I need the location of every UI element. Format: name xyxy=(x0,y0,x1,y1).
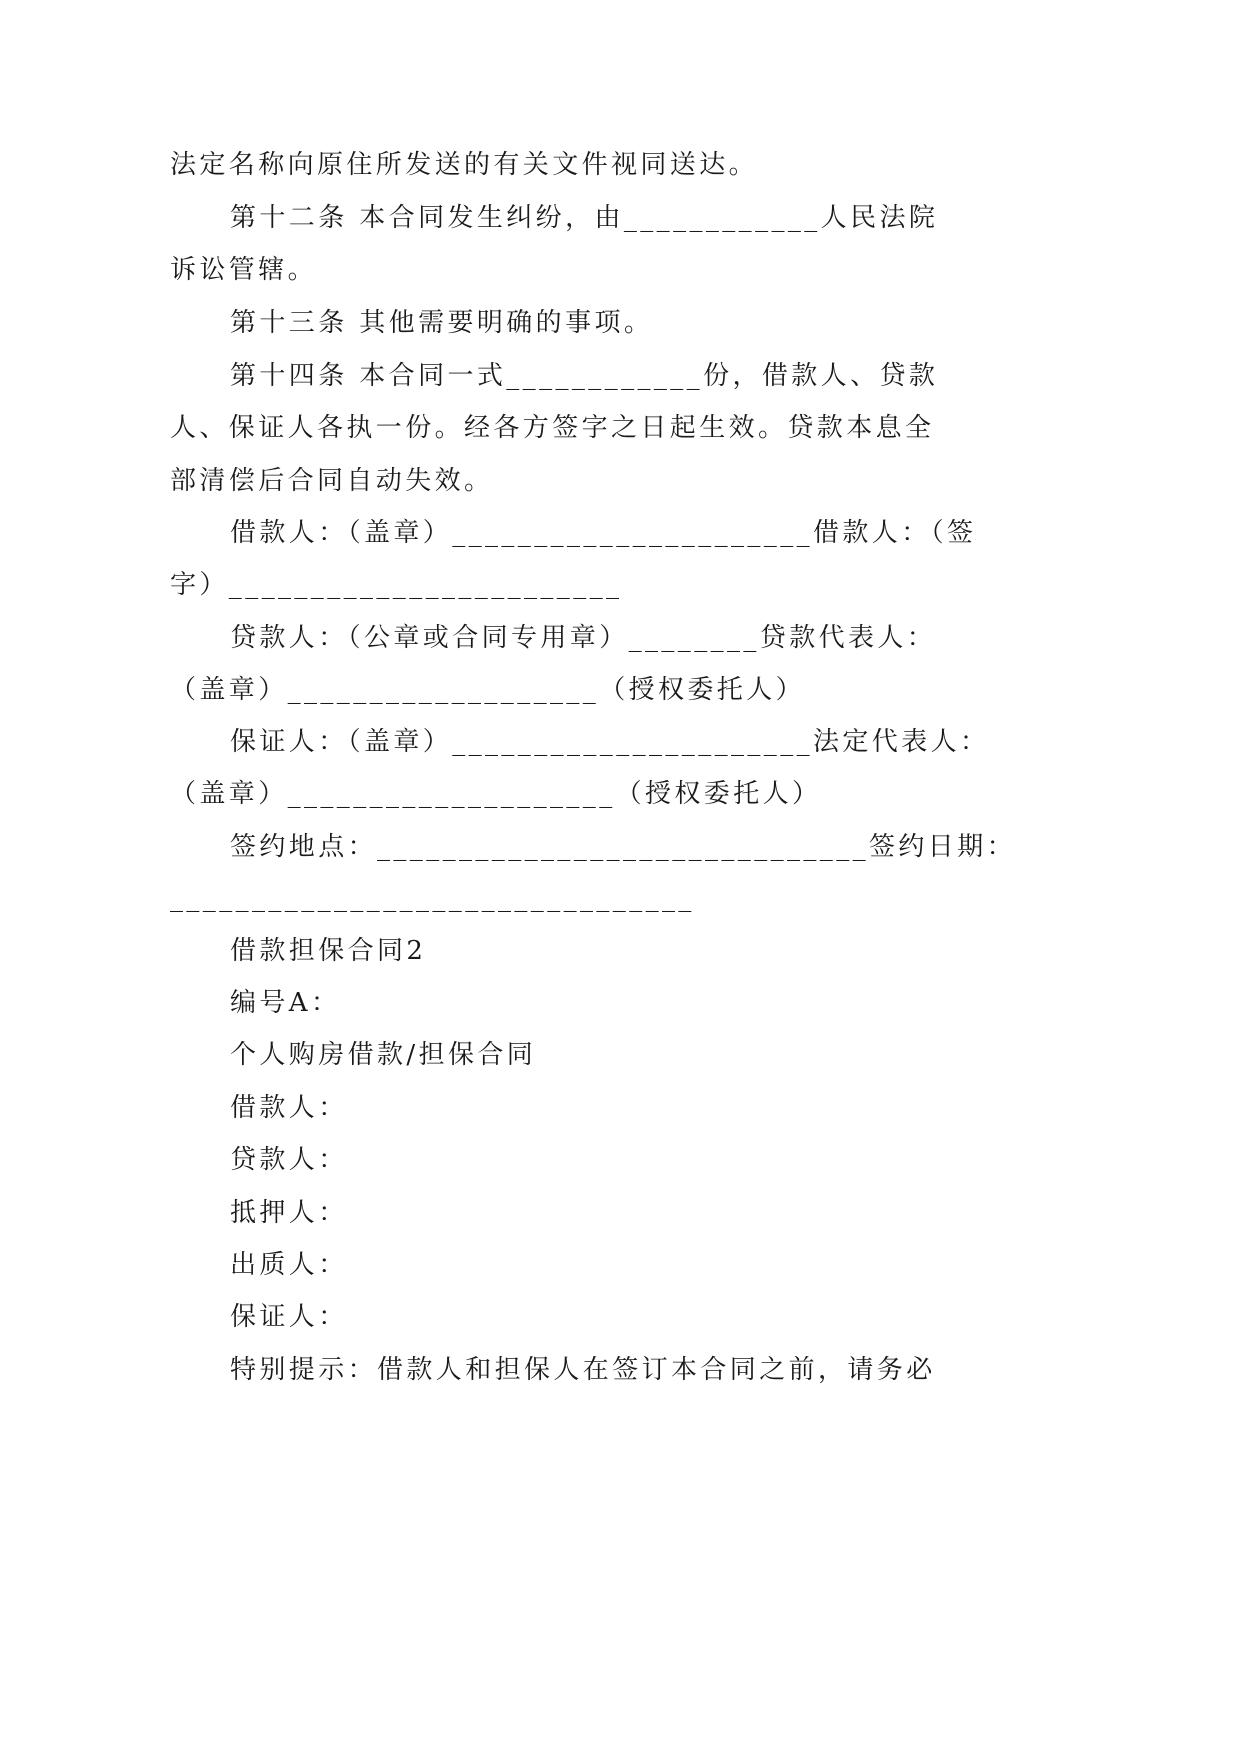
body-line: 诉讼管辖。 xyxy=(170,255,318,285)
borrower-signature-line: 借款人：（盖章）______________________借款人：（签 xyxy=(230,518,977,548)
clause-13: 第十三条 其他需要明确的事项。 xyxy=(230,308,654,338)
guarantor-signature-line: 保证人：（盖章）______________________法定代表人： xyxy=(230,727,990,757)
special-notice: 特别提示：借款人和担保人在签订本合同之前，请务必 xyxy=(230,1355,936,1385)
body-line: ________________________________ xyxy=(170,883,695,913)
body-line: （盖章）___________________（授权委托人） xyxy=(170,675,806,705)
body-line: 部清偿后合同自动失效。 xyxy=(170,466,494,496)
body-line: 人、保证人各执一份。经各方签字之日起生效。贷款本息全 xyxy=(170,413,935,443)
section-title: 借款担保合同2 xyxy=(230,936,427,966)
party-guarantor: 保证人： xyxy=(230,1302,348,1332)
party-borrower: 借款人： xyxy=(230,1093,348,1123)
body-line: （盖章）____________________（授权委托人） xyxy=(170,779,822,809)
body-line: 法定名称向原住所发送的有关文件视同送达。 xyxy=(170,150,759,180)
party-pledgor: 出质人： xyxy=(230,1250,348,1280)
party-mortgagor: 抵押人： xyxy=(230,1198,348,1228)
signing-place-date-line: 签约地点：______________________________签约日期： xyxy=(230,832,1017,862)
contract-number: 编号A： xyxy=(230,988,341,1018)
body-line: 字）________________________ xyxy=(170,570,623,600)
clause-12: 第十二条 本合同发生纠纷，由____________人民法院 xyxy=(230,203,939,233)
lender-signature-line: 贷款人：（公章或合同专用章）________贷款代表人： xyxy=(230,623,937,653)
party-lender: 贷款人： xyxy=(230,1145,348,1175)
contract-name: 个人购房借款/担保合同 xyxy=(230,1040,537,1070)
clause-14: 第十四条 本合同一式____________份，借款人、贷款 xyxy=(230,361,939,391)
